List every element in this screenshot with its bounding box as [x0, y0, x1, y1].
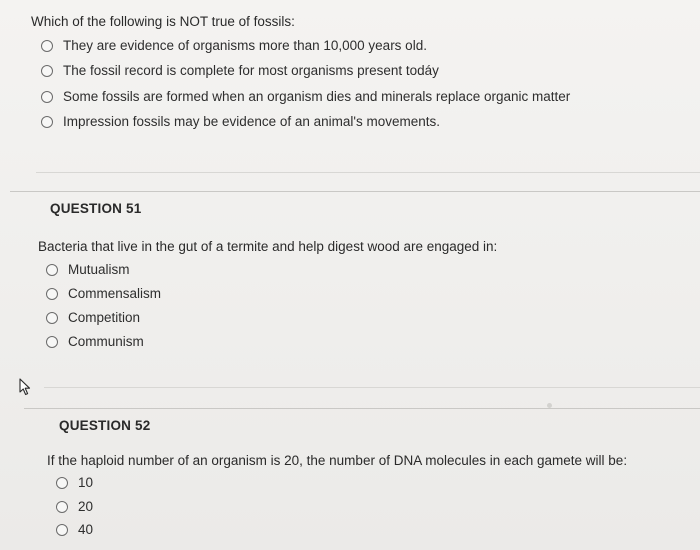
option-label: 20 [78, 499, 94, 514]
option-label: Communism [68, 334, 144, 349]
radio-button[interactable] [46, 288, 58, 300]
decorative-dot [547, 403, 552, 408]
option-label: 10 [78, 475, 94, 490]
question-52-option-10[interactable] [56, 475, 93, 490]
section-divider [24, 408, 700, 409]
radio-button[interactable] [41, 40, 53, 52]
radio-button[interactable] [56, 501, 68, 513]
section-divider [10, 191, 700, 192]
question-50-option-3[interactable] [41, 89, 570, 104]
question-51-option-competition[interactable] [46, 310, 140, 325]
question-51-heading: QUESTION 51 [50, 201, 142, 216]
option-label: 40 [78, 522, 94, 537]
radio-button[interactable] [46, 312, 58, 324]
radio-button[interactable] [41, 91, 53, 103]
question-divider [44, 387, 700, 388]
question-52-option-20[interactable] [56, 499, 93, 514]
question-51-option-communism[interactable] [46, 334, 144, 349]
question-50-option-4[interactable] [41, 114, 440, 129]
option-label: Competition [68, 310, 141, 325]
option-label: The fossil record is complete for most organisms present todáy [63, 63, 439, 78]
radio-button[interactable] [46, 264, 58, 276]
option-label: They are evidence of organisms more than 10,000 years old. [63, 38, 427, 53]
radio-button[interactable] [41, 116, 53, 128]
question-50-option-2[interactable] [41, 63, 439, 78]
option-label: Commensalism [68, 286, 162, 301]
option-label: Impression fossils may be evidence of an animal's movements. [63, 114, 440, 129]
question-51-option-commensalism[interactable] [46, 286, 161, 301]
radio-button[interactable] [41, 65, 53, 77]
question-51-prompt: Bacteria that live in the gut of a termite and help digest wood are engaged in: [38, 239, 498, 254]
question-divider [36, 172, 700, 173]
question-52-option-40[interactable] [56, 522, 93, 537]
mouse-pointer-icon [18, 378, 34, 396]
radio-button[interactable] [56, 477, 68, 489]
radio-button[interactable] [56, 524, 68, 536]
question-52-prompt: If the haploid number of an organism is 20, the number of DNA molecules in each gamete will be: [47, 453, 628, 468]
question-50-prompt: Which of the following is NOT true of fossils: [31, 14, 295, 29]
question-51-option-mutualism[interactable] [46, 262, 130, 277]
question-50-option-1[interactable] [41, 38, 427, 53]
option-label: Mutualism [68, 262, 130, 277]
radio-button[interactable] [46, 336, 58, 348]
question-52-heading: QUESTION 52 [59, 418, 151, 433]
option-label: Some fossils are formed when an organism dies and minerals replace organic matter [63, 89, 571, 104]
